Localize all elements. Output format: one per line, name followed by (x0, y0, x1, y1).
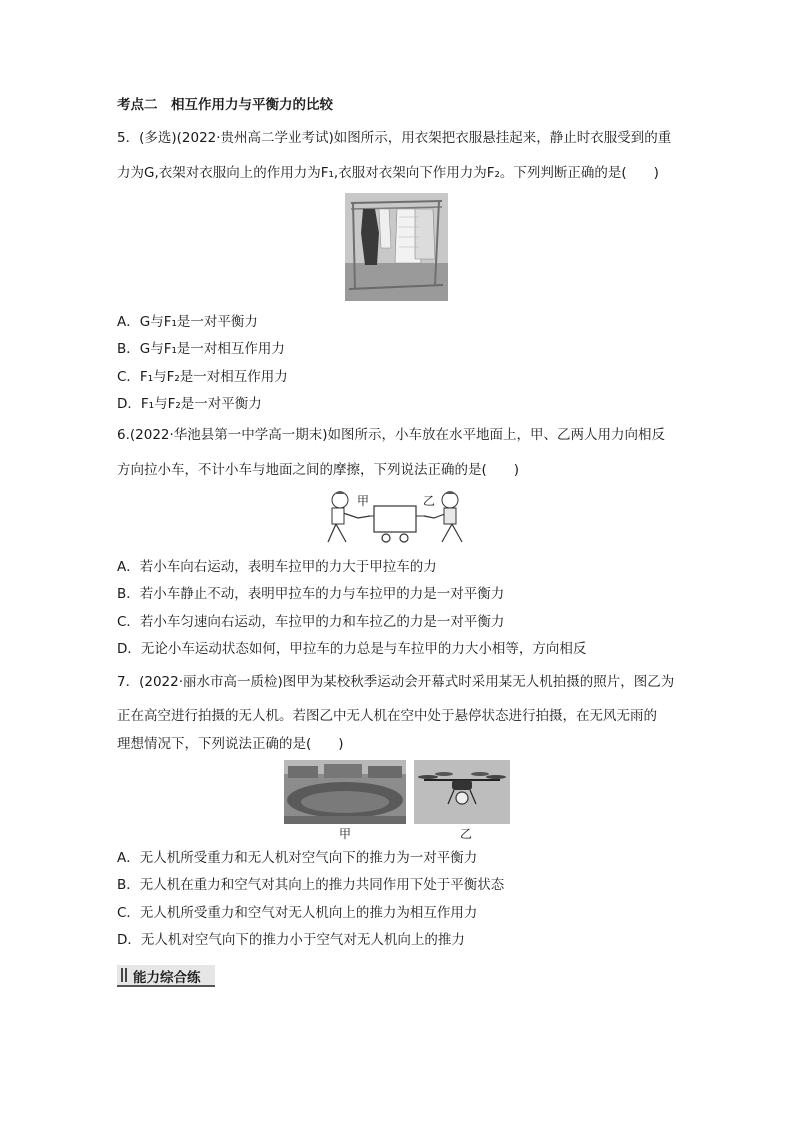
banner-mark-2 (125, 968, 127, 982)
q7-stem-line2: 正在高空进行拍摄的无人机。若图乙中无人机在空中处于悬停状态进行拍摄，在无风无雨的 (117, 708, 657, 724)
q7-option-d: D．无人机对空气向下的推力小于空气对无人机向上的推力 (117, 932, 465, 948)
q5-option-b: B．G与F₁是一对相互作用力 (117, 341, 285, 357)
q7-caption-right: 乙 (460, 827, 473, 841)
q6-option-b: B．若小车静止不动，表明甲拉车的力与车拉甲的力是一对平衡力 (117, 586, 505, 602)
q5-option-a: A．G与F₁是一对平衡力 (117, 314, 258, 330)
q5-option-d: D．F₁与F₂是一对平衡力 (117, 396, 262, 412)
q7-caption-left: 甲 (339, 827, 352, 841)
clothes-rack-photo (345, 193, 448, 301)
q5-stem-line1: 5．(多选)(2022·贵州高二学业考试)如图所示，用衣架把衣服悬挂起来，静止时衣服受到的重 (117, 130, 672, 146)
q6-stem-line2: 方向拉小车，不计小车与地面之间的摩擦，下列说法正确的是( ) (117, 462, 520, 478)
q7-option-b: B．无人机在重力和空气对其向上的推力共同作用下处于平衡状态 (117, 877, 505, 893)
q6-option-c: C．若小车匀速向右运动，车拉甲的力和车拉乙的力是一对平衡力 (117, 614, 505, 630)
section-banner-label: 能力综合练 (133, 970, 201, 986)
q5-option-c: C．F₁与F₂是一对相互作用力 (117, 369, 288, 385)
q5-stem-line2: 力为G,衣架对衣服向上的作用力为F₁,衣服对衣架向下作用力为F₂。下列判断正确的是( ) (117, 165, 659, 181)
q7-option-a: A．无人机所受重力和无人机对空气向下的推力为一对平衡力 (117, 850, 478, 866)
banner-mark (121, 968, 123, 982)
q7-option-c: C．无人机所受重力和空气对无人机向上的推力为相互作用力 (117, 905, 478, 921)
q6-stem-line1: 6.(2022·华池县第一中学高一期末)如图所示，小车放在水平地面上，甲、乙两人用力向相反 (117, 427, 666, 443)
section-banner (117, 965, 215, 987)
cart-tug-figure (318, 486, 466, 548)
q6-option-a: A．若小车向右运动，表明车拉甲的力大于甲拉车的力 (117, 559, 437, 575)
q7-stem-line3: 理想情况下，下列说法正确的是( ) (117, 736, 344, 752)
drone-photo (414, 760, 510, 824)
q7-stem-line1: 7．(2022·丽水市高一质检)图甲为某校秋季运动会开幕式时采用某无人机拍摄的照片，图乙为 (117, 674, 675, 690)
q6-option-d: D．无论小车运动状态如何，甲拉车的力总是与车拉甲的力大小相等，方向相反 (117, 641, 587, 657)
q6-label-left: 甲 (357, 494, 370, 508)
section-heading: 考点二 相互作用力与平衡力的比较 (117, 97, 333, 113)
q6-label-right: 乙 (423, 494, 436, 508)
stadium-photo (284, 760, 406, 824)
